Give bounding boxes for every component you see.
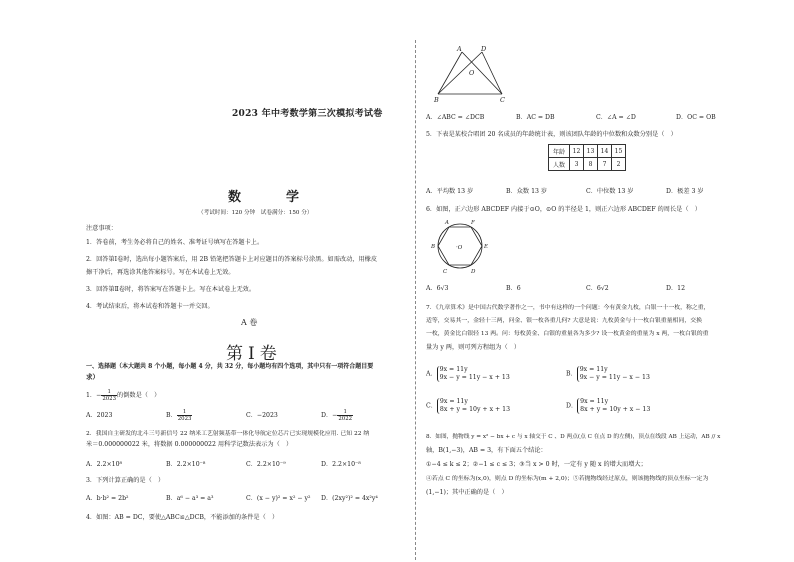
table-header: 人数 (549, 158, 570, 171)
triangle-figure (428, 44, 514, 106)
option-d[interactable]: D．12 (666, 285, 686, 292)
table-cell: 13 (584, 145, 598, 158)
option-c[interactable]: C． 9x = 11y 8x + y = 10y + x + 13 (426, 398, 511, 413)
hexagon-figure (428, 216, 496, 276)
point-label-e: E (484, 244, 489, 250)
point-label-a: A (457, 45, 462, 53)
table-cell: 15 (612, 145, 626, 158)
question-2: 2．我国自主研发的北斗三号新信号 22 纳米工艺射频基带一体化导航定位芯片已实现规模化应用. 已知 22 纳 米＝0.000000022 米，将数据 0.000000022 用科学记数法表示为（ ） (86, 431, 370, 448)
exam-meta: （考试时间：120 分钟 试卷满分：150 分） (198, 210, 313, 216)
option-a[interactable]: A．6√3 (426, 285, 449, 292)
table-cell: 14 (598, 145, 612, 158)
point-label-b: B (431, 244, 436, 250)
question-7: 7．《九章算术》是中国古代数学著作之一，书中有这样的一个问题：今有黄金九枚，白银一十一枚，称之重， 适等，交易其一，金轻十三两，问金、银一枚各重几何? 大意是说：九枚黄金与十一枚白银重量相同，交换 一枚，黄金比白银轻 13 两。问：每枚黄金、白银的重量各为多少? 设一枚黄金的重量为 x 两，一枚白银的重 量为 y 两，则可列方程组为（ ） (426, 305, 710, 351)
question-5: 5．下表是某校合唱团 20 名成员的年龄统计表，则该团队年龄的中位数和众数分别是（ ） (426, 131, 677, 138)
question-6-options (426, 285, 685, 293)
question-3-options (86, 495, 378, 503)
age-table (548, 144, 626, 171)
question-1: 1．− $\frac{1}{2023}$ 的倒数是（ ） (86, 389, 161, 402)
option-b[interactable]: B．2.2×10⁻⁸ (166, 461, 206, 468)
exam-title: 2023 年中考数学第三次模拟考试卷 (232, 109, 383, 119)
table-cell: 7 (598, 158, 612, 171)
note-line: 4．考试结束后，将本试卷和答题卡一并交回。 (86, 303, 214, 310)
subject-title: 数 学 (228, 190, 316, 205)
table-cell: 12 (570, 145, 584, 158)
table-header: 年龄 (549, 145, 570, 158)
equation-system: 9x = 11y 8x + y = 10y + x + 13 (437, 398, 510, 414)
option-b[interactable]: B． $\frac{1}{2023}$ (166, 409, 192, 422)
table-cell: 8 (584, 158, 598, 171)
notes-heading: 注意事项： (86, 225, 117, 232)
option-b[interactable]: B．6 (506, 285, 521, 292)
option-c[interactable]: C．∠A = ∠D (596, 114, 636, 121)
option-a[interactable]: A．∠ABC = ∠DCB (426, 114, 485, 121)
point-label-a: A (445, 220, 449, 226)
option-b[interactable]: B． 9x = 11y 9x − y = 11y − x − 13 (566, 366, 650, 381)
option-a[interactable]: A．2.2×10⁸ (86, 461, 123, 468)
question-8: 8．如图，抛物线 y = x² − bx + c 与 x 轴交于 C 、D 两点(点 C 在点 D 的左侧)，顶点在线段 AB 上运动，AB // x 轴，B(1,−3)，AB = 3，有下面五个结论： ①−4 ≤ k ≤ 2；②−1 ≤ c ≤ 3；③当 x > 0 时，一定有 y 随 x 的增大而增大； ④若点 C 的坐标为(x,0)，则点 D 的坐标为(m + 2,0)；⑤若抛物线经过原点，则该抛物线的顶点坐标一定为 (1,−1)；其中正确的是（ ） (426, 434, 721, 496)
point-label-o: O (469, 69, 475, 77)
equation-system: 9x = 11y 9x − y = 11y − x − 13 (577, 366, 650, 382)
point-label-c: C (443, 269, 448, 275)
question-4-options (426, 114, 716, 122)
point-label-c: C (500, 96, 505, 104)
center-label-o: ·O (456, 245, 463, 251)
table-cell: 2 (612, 158, 626, 171)
notes-block (86, 239, 416, 311)
option-d[interactable]: D．(2xy²)² = 4x²y⁴ (321, 495, 378, 502)
question-5-options (426, 188, 704, 196)
note-line: 3．回答第Ⅱ卷时，将答案写在答题卡上。写在本试卷上无效。 (86, 286, 256, 293)
question-3: 3．下列计算正确的是（ ） (86, 477, 165, 484)
option-d[interactable]: D．OC = OB (676, 114, 716, 121)
option-a[interactable]: A．2023 (86, 412, 113, 419)
option-c[interactable]: C．中位数 13 岁 (586, 188, 634, 195)
volume-a-label: A 卷 (241, 318, 258, 327)
question-6: 6．如图，正六边形 ABCDEF 内接于⊙O，⊙O 的半径是 1，则正六边形 ABCDEF 的周长是（ ） (426, 206, 701, 213)
question-4: 4．如图：AB = DC，要使△ABC≌△DCB，不能添加的条件是（ ） (86, 514, 279, 521)
option-d[interactable]: D． 9x = 11y 8x + y = 10y + x − 13 (566, 398, 651, 413)
note-line: 2．回答第Ⅰ卷时，选出每小题答案后，用 2B 铅笔把答题卡上对应题目的答案标号涂黑。如需改动，用橡皮 (86, 256, 378, 263)
point-label-d: D (481, 45, 487, 53)
option-a[interactable]: A．平均数 13 岁 (426, 188, 474, 195)
equation-system: 9x = 11y 8x + y = 10y + x − 13 (577, 398, 650, 414)
point-label-b: B (434, 96, 439, 104)
point-label-f: F (471, 220, 475, 226)
option-c[interactable]: C．6√2 (586, 285, 609, 292)
point-label-d: D (471, 269, 476, 275)
option-c[interactable]: C．−2023 (246, 412, 278, 419)
table-cell: 3 (570, 158, 584, 171)
option-c[interactable]: C．(x − y)² = x² − y² (246, 495, 311, 502)
section-heading: 一、选择题（本大题共 8 个小题，每小题 4 分，共 32 分，每小题均有四个选项，其中只有一项符合题目要 求） (86, 363, 374, 381)
option-d[interactable]: D．2.2×10⁻⁸ (321, 461, 361, 468)
option-d[interactable]: D．极差 3 岁 (666, 188, 704, 195)
option-a[interactable]: A．b·b² = 2b² (86, 495, 129, 502)
note-line: 1．答卷前，考生务必将自己的姓名、准考证号填写在答题卡上。 (86, 239, 264, 246)
question-2-options (86, 461, 361, 469)
volume-one-heading: 第Ⅰ卷 (226, 344, 282, 364)
note-line: 擦干净后，再选涂其他答案标号。写在本试卷上无效。 (86, 269, 235, 276)
option-b[interactable]: B．AC = DB (516, 114, 555, 121)
question-1-options (86, 409, 416, 422)
option-b[interactable]: B．a⁶ − a³ = a³ (166, 495, 214, 502)
option-d[interactable]: D．− $\frac{1}{2022}$ (321, 409, 353, 422)
option-b[interactable]: B．众数 13 岁 (506, 188, 548, 195)
option-a[interactable]: A． 9x = 11y 9x − y = 11y − x + 13 (426, 366, 510, 381)
equation-system: 9x = 11y 9x − y = 11y − x + 13 (437, 366, 510, 382)
option-c[interactable]: C．2.2×10⁻⁹ (246, 461, 286, 468)
